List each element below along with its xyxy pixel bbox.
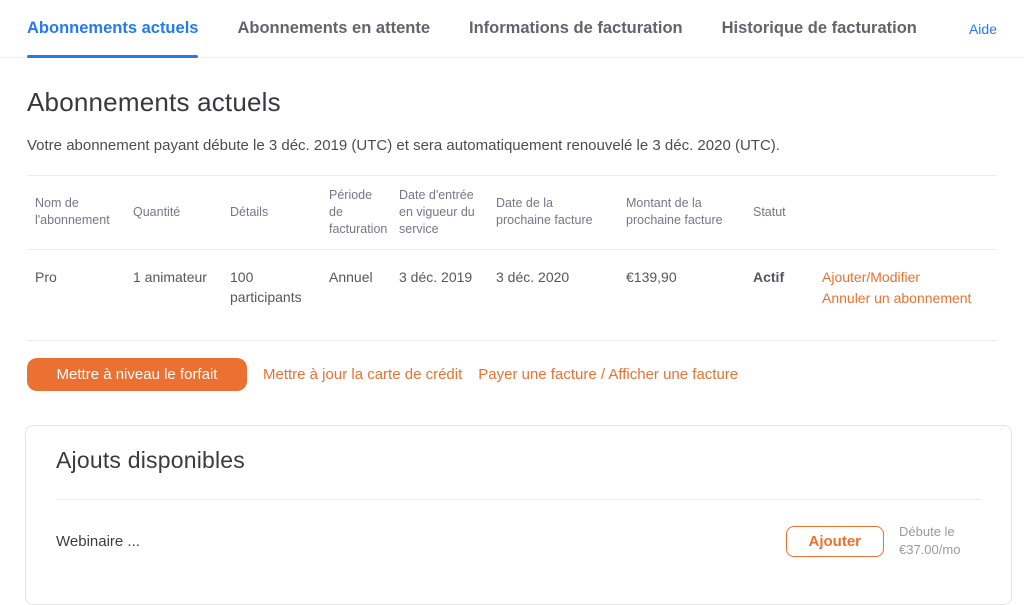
col-header-quantity: Quantité <box>125 176 222 250</box>
col-header-details: Détails <box>222 176 321 250</box>
main-content <box>0 87 1024 391</box>
cell-service-date: 3 déc. 2019 <box>391 249 488 340</box>
col-header-actions <box>814 176 997 250</box>
tab-billing-information[interactable]: Informations de facturation <box>469 19 683 37</box>
upgrade-plan-button[interactable]: Mettre à niveau le forfait <box>27 358 247 391</box>
add-modify-link[interactable]: Ajouter/Modifier <box>822 268 921 285</box>
subscription-renewal-notice: Votre abonnement payant débute le 3 déc. 2019 (UTC) et sera automatiquement renouvelé le 3 déc. 2020 (UTC). <box>27 137 780 154</box>
pay-view-invoice-link[interactable]: Payer une facture / Afficher une facture <box>478 365 739 383</box>
add-webinar-button[interactable]: Ajouter <box>786 526 885 557</box>
update-credit-card-link[interactable]: Mettre à jour la carte de crédit <box>263 365 463 383</box>
billing-tab-bar <box>0 0 1024 58</box>
help-link[interactable]: Aide <box>968 20 997 37</box>
available-addons-card <box>25 425 1012 605</box>
col-header-service-date: Date d'entrée en vigueur du service <box>391 176 488 250</box>
table-row <box>27 249 997 340</box>
col-header-status: Statut <box>745 176 814 250</box>
addons-divider <box>56 499 981 500</box>
cell-status: Actif <box>745 249 814 340</box>
cell-actions <box>814 249 997 340</box>
plan-actions-row <box>27 358 997 391</box>
cell-next-invoice-amount: €139,90 <box>618 249 745 340</box>
col-header-next-invoice-amount: Montant de la prochaine facture <box>618 176 745 250</box>
addon-price-amount: €37.00/mo <box>899 542 961 558</box>
cell-details: 100 participants <box>222 249 321 340</box>
cell-plan-name: Pro <box>27 249 125 340</box>
cell-quantity: 1 animateur <box>125 249 222 340</box>
tab-pending-subscriptions[interactable]: Abonnements en attente <box>237 19 430 37</box>
col-header-plan-name: Nom de l'abonnement <box>27 176 125 250</box>
cancel-subscription-link[interactable]: Annuler un abonnement <box>822 289 972 306</box>
addon-price-prefix: Débute le <box>899 523 955 539</box>
tab-billing-history[interactable]: Historique de facturation <box>721 19 917 37</box>
table-header-row <box>27 176 997 250</box>
cell-billing-period: Annuel <box>321 249 391 340</box>
addon-price <box>899 523 981 561</box>
addon-name: Webinaire ... <box>56 532 140 550</box>
subscriptions-table <box>27 175 997 341</box>
col-header-next-invoice-date: Date de la prochaine facture <box>488 176 618 250</box>
col-header-billing-period: Période de facturation <box>321 176 391 250</box>
addon-row-webinar <box>56 523 981 561</box>
page-title: Abonnements actuels <box>27 87 281 117</box>
addons-title: Ajouts disponibles <box>56 446 245 473</box>
cell-next-invoice-date: 3 déc. 2020 <box>488 249 618 340</box>
tab-current-subscriptions[interactable]: Abonnements actuels <box>27 0 198 57</box>
